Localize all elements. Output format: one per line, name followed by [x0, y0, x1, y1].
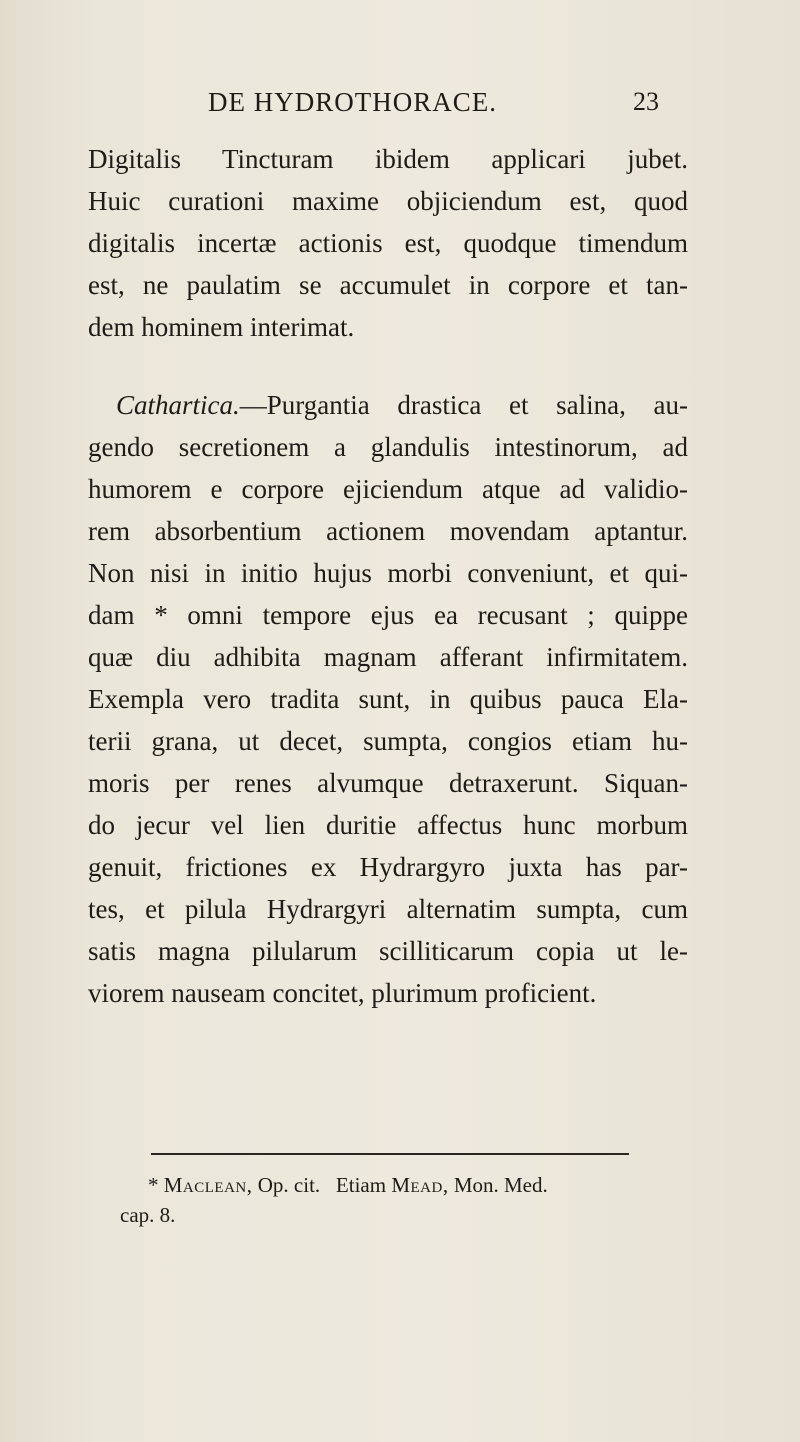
text-line: est, ne paulatim se accumulet in corpore et tan-	[88, 270, 688, 300]
text-line: gendo secretionem a glandulis intestinorum, ad	[88, 432, 688, 462]
paragraph-gap	[88, 348, 688, 384]
paragraph-digitalis	[88, 138, 688, 348]
footnote-line: cap. 8.	[120, 1203, 176, 1227]
text-line: Non nisi in initio hujus morbi conveniunt, et qui-	[88, 558, 688, 588]
text-line: Digitalis Tincturam ibidem applicari jubet.	[88, 144, 688, 174]
body-text	[88, 138, 688, 1014]
running-head	[0, 84, 800, 124]
section-heading: Cathartica.	[116, 390, 240, 420]
page-number: 23	[633, 87, 659, 116]
text-line: do jecur vel lien duritie affectus hunc morbum	[88, 810, 688, 840]
text-line: moris per renes alvumque detraxerunt. Siquan-	[88, 768, 688, 798]
footnote-author: Maclean,	[163, 1173, 253, 1197]
footnote-line	[120, 1170, 680, 1200]
footnote-ref: Op. cit.	[257, 1173, 321, 1197]
text-line: dam * omni tempore ejus ea recusant ; quippe	[88, 600, 688, 630]
text-line: Huic curationi maxime objiciendum est, quod	[88, 186, 688, 216]
footnote-author: Mead,	[391, 1173, 449, 1197]
text-line: terii grana, ut decet, sumpta, congios etiam hu-	[88, 726, 688, 756]
text-line: humorem e corpore ejiciendum atque ad validio-	[88, 474, 688, 504]
text-line: Exempla vero tradita sunt, in quibus pauca Ela-	[88, 684, 688, 714]
text-line: viorem nauseam concitet, plurimum proficient.	[88, 978, 597, 1008]
text-line	[88, 384, 688, 426]
paragraph-cathartica	[88, 384, 688, 1014]
running-title: DE HYDROTHORACE.	[208, 87, 497, 117]
text-run: —Purgantia drastica et salina, au-	[239, 390, 688, 420]
text-line: satis magna pilularum scilliticarum copia ut le-	[88, 936, 688, 966]
footnote-marker: *	[148, 1173, 159, 1197]
text-line: dem hominem interimat.	[88, 312, 355, 342]
footnote-text: Etiam	[335, 1173, 387, 1197]
footnote-ref: Mon. Med.	[453, 1173, 548, 1197]
footnote	[120, 1170, 680, 1230]
text-line: genuit, frictiones ex Hydrargyro juxta has par-	[88, 852, 688, 882]
text-line: quæ diu adhibita magnam afferant infirmitatem.	[88, 642, 688, 672]
footnote-rule	[151, 1153, 629, 1155]
text-line: digitalis incertæ actionis est, quodque timendum	[88, 228, 688, 258]
text-line: rem absorbentium actionem movendam aptantur.	[88, 516, 688, 546]
text-line: tes, et pilula Hydrargyri alternatim sumpta, cum	[88, 894, 688, 924]
